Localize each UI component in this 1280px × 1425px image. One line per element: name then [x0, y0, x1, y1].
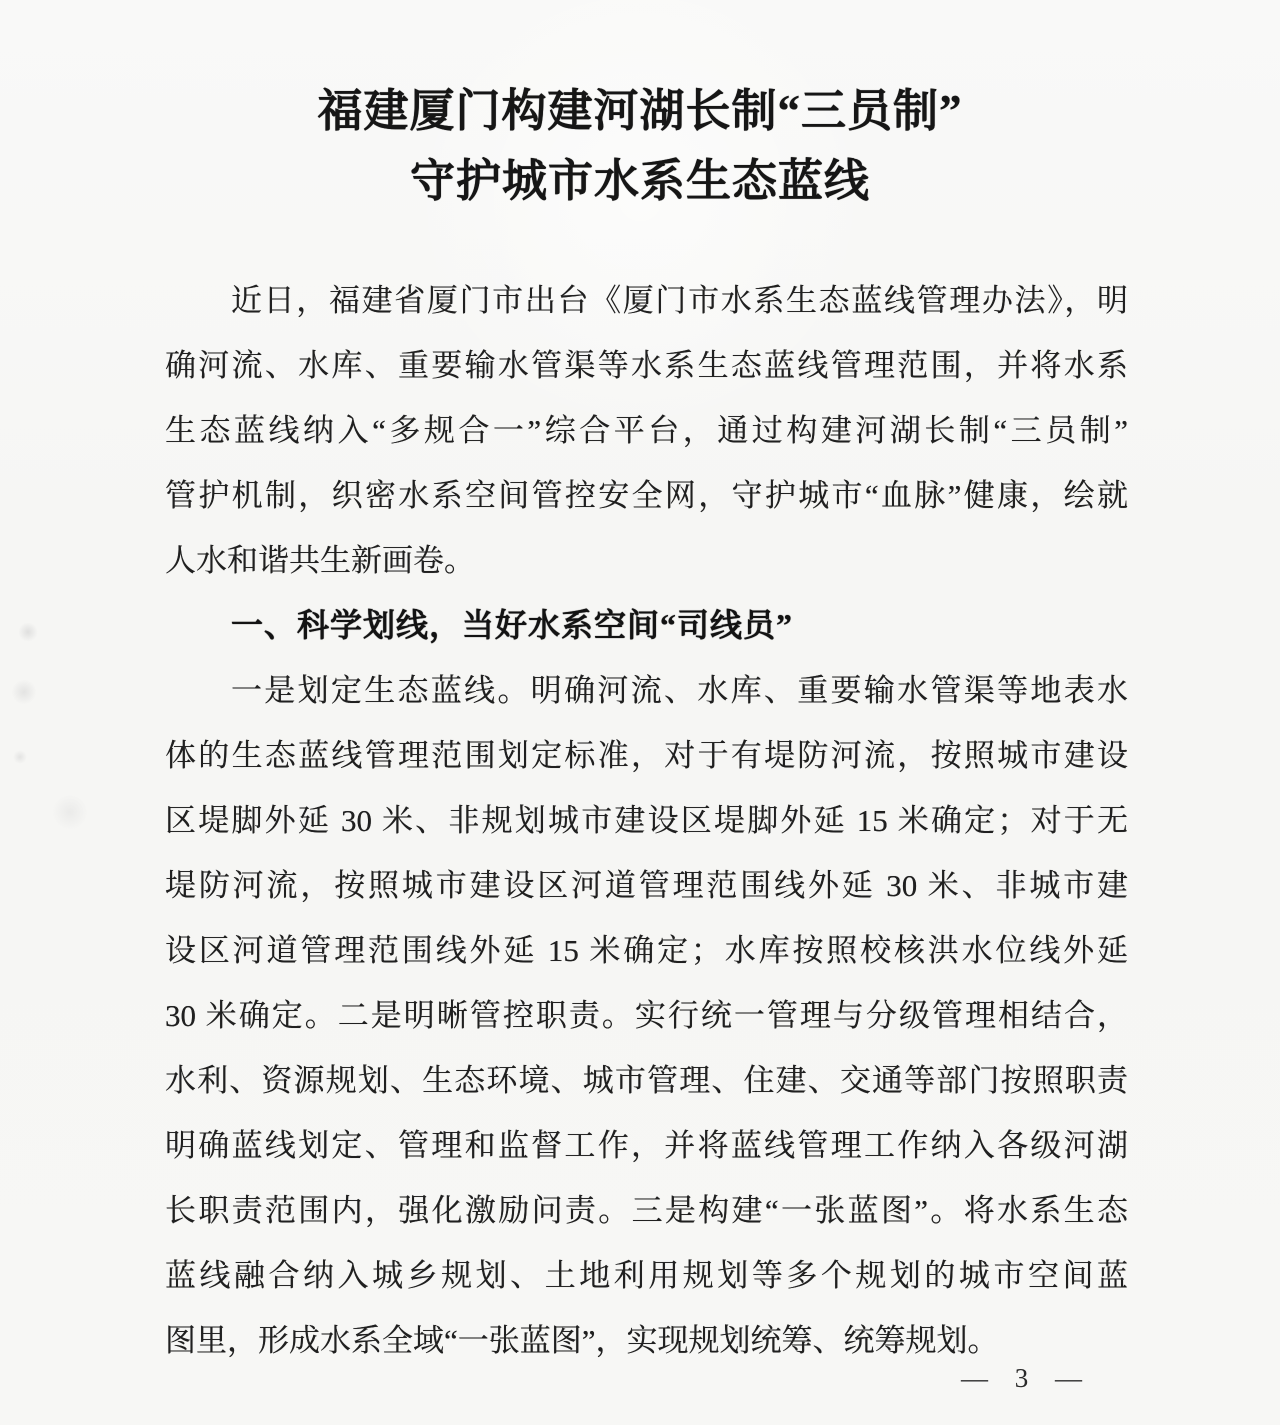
document-body: [165, 268, 1128, 1373]
doc-title-line-1: 福建厦门构建河湖长制“三员制”: [317, 86, 963, 136]
page-number: — 3 —: [961, 1363, 1092, 1393]
body-text-line: 明确蓝线划定、管理和监督工作，并将蓝线管理工作纳入各级河湖: [165, 1128, 1128, 1163]
body-text-line: 确河流、水库、重要输水管渠等水系生态蓝线管理范围，并将水系: [165, 348, 1128, 383]
body-text-line: 管护机制，织密水系空间管控安全网，守护城市“血脉”健康，绘就: [165, 478, 1128, 513]
body-text-line: 长职责范围内，强化激励问责。三是构建“一张蓝图”。将水系生态: [165, 1193, 1128, 1228]
body-text-line: 近日，福建省厦门市出台《厦门市水系生态蓝线管理办法》，明: [231, 283, 1128, 318]
body-text-line: 堤防河流，按照城市建设区河道管理范围线外延 30 米、非城市建: [165, 868, 1128, 903]
body-text-line: 一是划定生态蓝线。明确河流、水库、重要输水管渠等地表水: [231, 673, 1128, 708]
body-text-line: 水利、资源规划、生态环境、城市管理、住建、交通等部门按照职责: [165, 1063, 1128, 1098]
body-text-line: 设区河道管理范围线外延 15 米确定；水库按照校核洪水位线外延: [165, 933, 1128, 968]
body-text-line: 生态蓝线纳入“多规合一”综合平台，通过构建河湖长制“三员制”: [165, 413, 1128, 448]
body-text-line: 图里，形成水系全域“一张蓝图”，实现规划统筹、统筹规划。: [165, 1323, 999, 1358]
document-title: [0, 76, 1280, 216]
body-text-line: 体的生态蓝线管理范围划定标准，对于有堤防河流，按照城市建设: [165, 738, 1128, 773]
body-text-line: 区堤脚外延 30 米、非规划城市建设区堤脚外延 15 米确定；对于无: [165, 803, 1128, 838]
body-text-line: 30 米确定。二是明晰管控职责。实行统一管理与分级管理相结合，: [165, 998, 1128, 1033]
doc-title-line-2: 守护城市水系生态蓝线: [409, 156, 870, 206]
body-text-line: 蓝线融合纳入城乡规划、土地利用规划等多个规划的城市空间蓝: [165, 1258, 1128, 1293]
section-heading: 一、科学划线，当好水系空间“司线员”: [231, 607, 794, 643]
body-text-line: 人水和谐共生新画卷。: [165, 543, 475, 578]
